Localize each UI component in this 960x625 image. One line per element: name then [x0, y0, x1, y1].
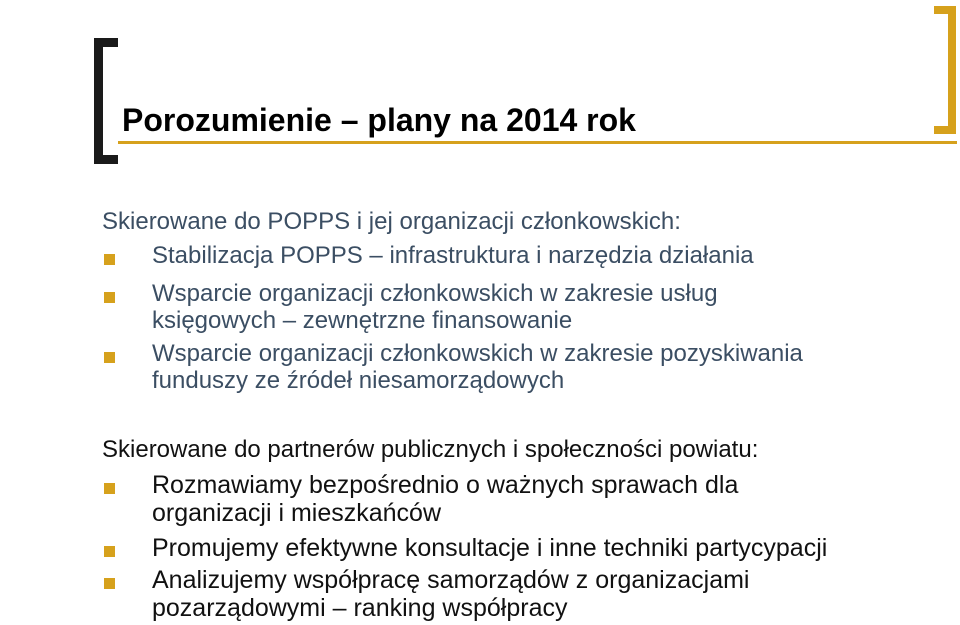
section-heading: Skierowane do POPPS i jej organizacji członkowskich:	[102, 208, 681, 235]
list-item-line: pozarządowymi – ranking współpracy	[152, 594, 568, 622]
left-bracket-decoration	[94, 38, 118, 164]
square-bullet-icon	[104, 352, 115, 363]
square-bullet-icon	[104, 292, 115, 303]
list-item-line: Stabilizacja POPPS – infrastruktura i narzędzia działania	[152, 242, 754, 269]
list-item-line: funduszy ze źródeł niesamorządowych	[152, 367, 565, 394]
square-bullet-icon	[104, 546, 115, 557]
list-item-line: Wsparcie organizacji członkowskich w zakresie pozyskiwania	[152, 340, 803, 367]
list-item-line: księgowych – zewnętrzne finansowanie	[152, 307, 573, 334]
square-bullet-icon	[104, 483, 115, 494]
list-item-line: Promujemy efektywne konsultacje i inne techniki partycypacji	[152, 534, 828, 562]
list-item-line: organizacji i mieszkańców	[152, 499, 442, 527]
right-bracket-decoration	[934, 6, 956, 134]
title-underline	[118, 141, 957, 144]
section-heading: Skierowane do partnerów publicznych i społeczności powiatu:	[102, 436, 759, 463]
list-item-line: Wsparcie organizacji członkowskich w zakresie usług	[152, 280, 718, 307]
slide-title: Porozumienie – plany na 2014 rok	[122, 102, 636, 138]
square-bullet-icon	[104, 254, 115, 265]
list-item-line: Analizujemy współpracę samorządów z organizacjami	[152, 566, 750, 594]
square-bullet-icon	[104, 578, 115, 589]
list-item-line: Rozmawiamy bezpośrednio o ważnych sprawach dla	[152, 471, 739, 499]
